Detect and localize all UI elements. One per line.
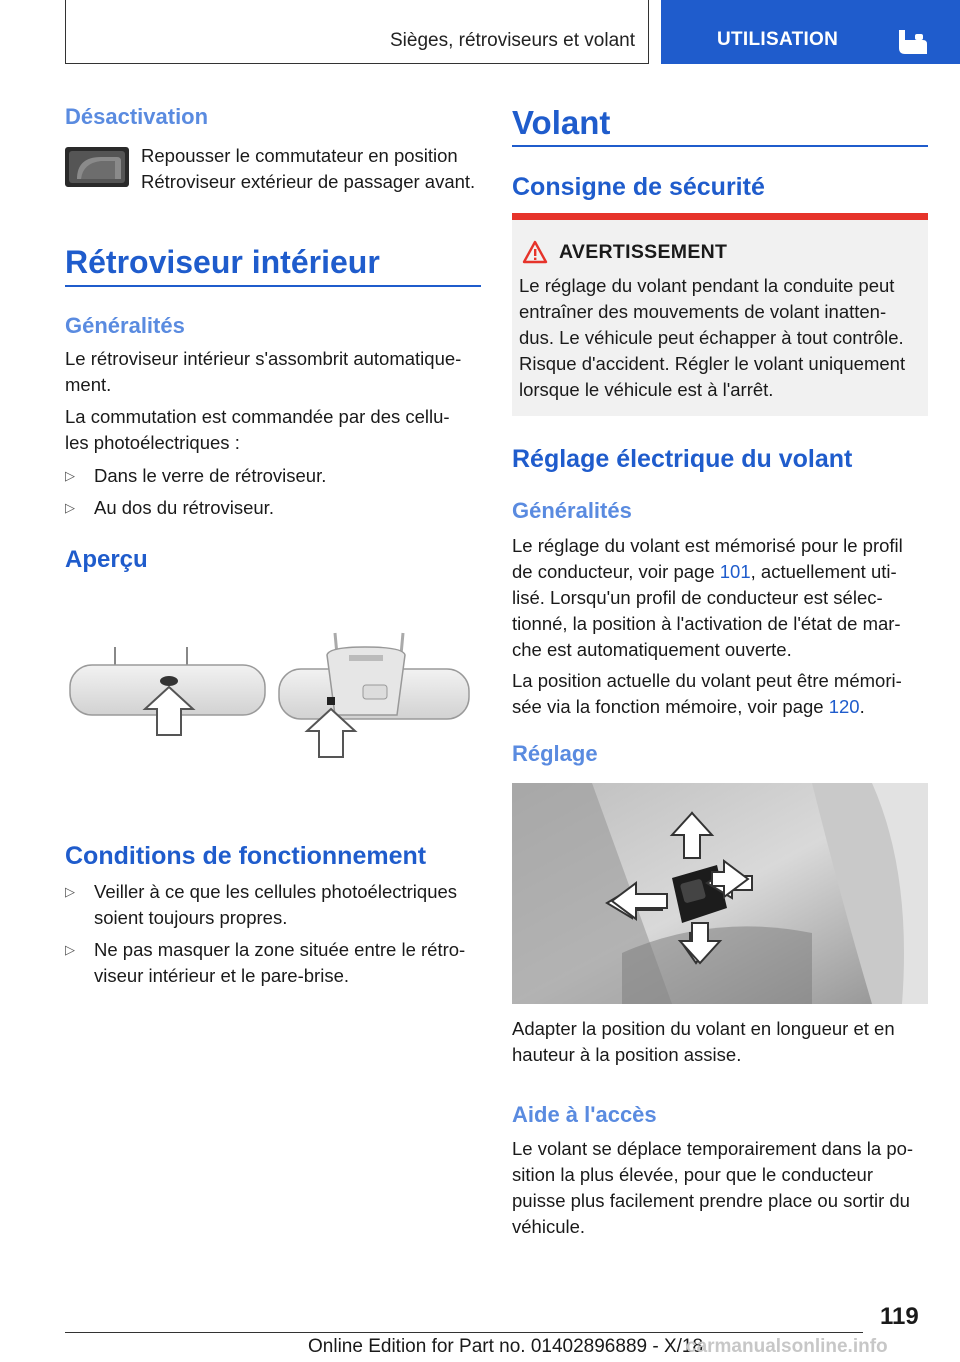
list-item: ▷ Au dos du rétroviseur. [65, 495, 274, 521]
memory-line-2: sée via la fonction mémoire, voir page 120. [512, 696, 865, 717]
warning-text: Le réglage du volant pendant la conduite peut entraîner des mouvements de volant inatten‐ dus. Le véhicule peut échapper à tout contrôle. Risque d'accident. Régler le volant uniquement lorsque le véhicule est à l'arrêt. [519, 275, 906, 400]
deactivation-text-line-2: Rétroviseur extérieur de passager avant. [141, 171, 476, 192]
general-paragraph-1-line-2: ment. [65, 374, 112, 395]
general-line-3: lisé. Lorsqu'un profil de conducteur est sélec‐ [512, 587, 883, 608]
watermark: carmanualsonline.info [686, 1336, 888, 1357]
list-item-continuation: soient toujours propres. [94, 907, 288, 928]
footer-edition: Online Edition for Part no. 01402896889 - X/18 [308, 1336, 704, 1357]
general-paragraph-1-line-1: Le rétroviseur intérieur s'assombrit automatique‐ [65, 348, 462, 369]
chapter-tab-label: UTILISATION [717, 29, 839, 50]
footer-rule [65, 1332, 863, 1333]
steering-wheel-heading: Volant [512, 104, 611, 141]
warning-bar [512, 213, 928, 220]
generalities-heading: Généralités [512, 498, 632, 523]
list-item-continuation: viseur intérieur et le pare-brise. [94, 965, 349, 986]
hand-pointer-icon [895, 24, 929, 56]
bullet-triangle-icon: ▷ [65, 500, 75, 515]
warning-title: AVERTISSEMENT [559, 241, 728, 263]
list-item: ▷ Veiller à ce que les cellules photoélectriques [65, 879, 457, 905]
header-section-title: Sièges, rétroviseurs et volant [389, 30, 635, 51]
access-line-2: sition la plus élevée, pour que le conducteur [512, 1164, 873, 1185]
generalities-heading: Généralités [65, 313, 185, 338]
adjust-caption-line-2: hauteur à la position assise. [512, 1044, 742, 1065]
header-chapter-tab[interactable] [661, 0, 960, 64]
bullet-triangle-icon: ▷ [65, 942, 75, 957]
deactivation-text-line-1: Repousser le commutateur en position [141, 145, 458, 166]
adjust-caption-line-1: Adapter la position du volant en longueur et en [512, 1018, 895, 1039]
list-item: ▷ Dans le verre de rétroviseur. [65, 463, 326, 489]
switch-button-icon [65, 147, 129, 187]
warning-triangle-icon [522, 240, 548, 264]
bullet-triangle-icon: ▷ [65, 884, 75, 899]
warning-box [512, 213, 928, 416]
bullet-triangle-icon: ▷ [65, 468, 75, 483]
access-aid-heading: Aide à l'accès [512, 1102, 657, 1127]
list-item: ▷ Ne pas masquer la zone située entre le rétro‐ [65, 937, 465, 963]
general-line-1: Le réglage du volant est mémorisé pour le profil [512, 535, 903, 556]
deactivation-heading: Désactivation [65, 104, 209, 129]
general-line-4: tionné, la position à l'activation de l'état de mar‐ [512, 613, 901, 634]
mirror-illustration [65, 625, 481, 765]
memory-line-1: La position actuelle du volant peut être mémori‐ [512, 670, 902, 691]
heading-rule [512, 145, 928, 147]
page-link-101[interactable]: 101 [719, 561, 751, 582]
operating-conditions-heading: Conditions de fonctionnement [65, 842, 427, 870]
steering-adjustment-photo [512, 783, 928, 1004]
page-number: 119 [880, 1303, 919, 1330]
overview-heading: Aperçu [65, 546, 148, 573]
access-line-1: Le volant se déplace temporairement dans la po‐ [512, 1138, 914, 1159]
access-line-3: puisse plus facilement prendre place ou sortir du [512, 1190, 910, 1211]
page-link-120[interactable]: 120 [828, 696, 860, 717]
general-line-2: de conducteur, voir page 101, actuellement uti‐ [512, 561, 897, 582]
general-line-5: che est automatiquement ouverte. [512, 639, 792, 660]
general-paragraph-2-line-2: les photoélectriques : [65, 432, 240, 453]
access-line-4: véhicule. [512, 1216, 586, 1237]
interior-mirror-heading: Rétroviseur intérieur [65, 244, 380, 280]
safety-heading: Consigne de sécurité [512, 173, 765, 201]
adjustment-heading: Réglage [512, 741, 598, 766]
electric-adjustment-heading: Réglage électrique du volant [512, 445, 853, 473]
heading-rule [65, 285, 481, 287]
general-paragraph-2-line-1: La commutation est commandée par des cellu‐ [65, 406, 450, 427]
